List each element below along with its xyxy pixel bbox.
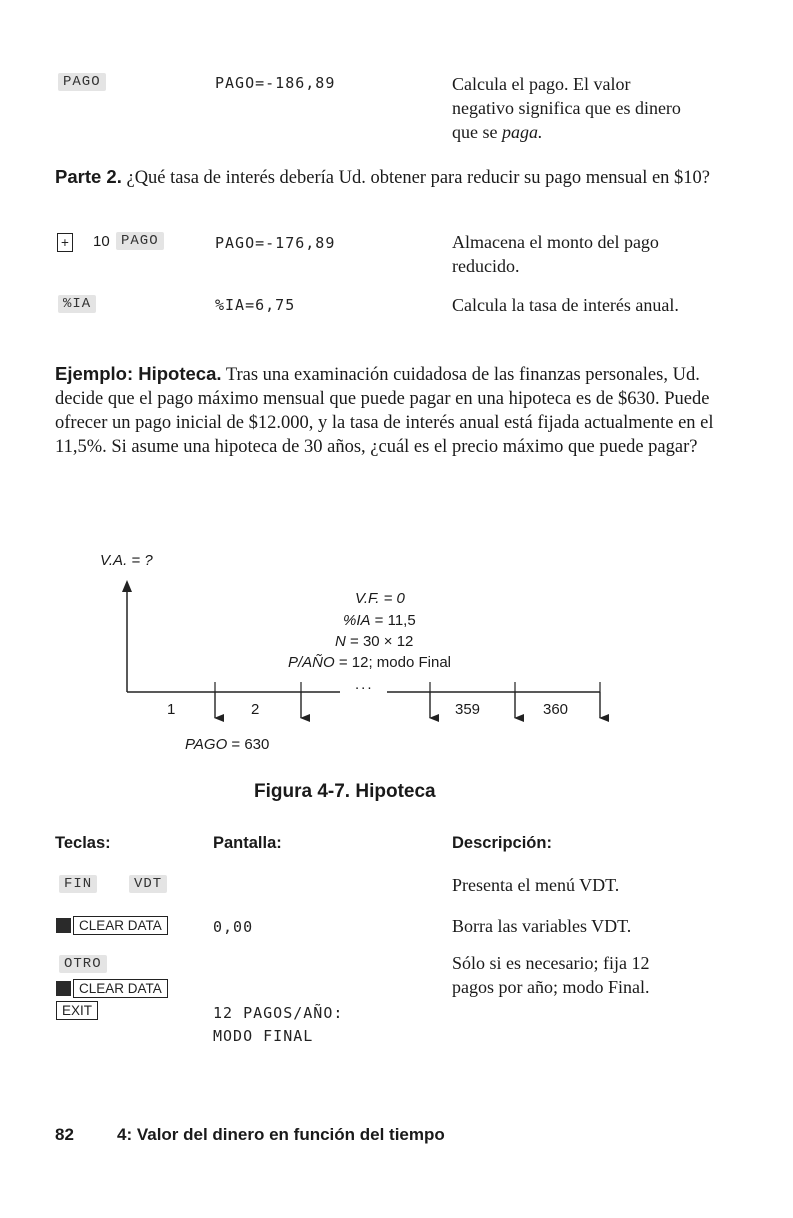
period-label-1: 1 <box>167 701 176 718</box>
row-b-description: Borra las variables VDT. <box>452 916 632 936</box>
clear-data-key: CLEAR DATA <box>73 916 168 935</box>
period-label-360: 360 <box>543 701 569 718</box>
example-paragraph: Ejemplo: Hipoteca. Tras una examinación cuidadosa de las finanzas personales, Ud. decide que el pago máximo mensual que puede pagar en una hipoteca es de $630. Puede ofrecer un pago inicial de $12.000, y la tasa de interés anual está fijada actualmente en el 11,5%. Si asume una hipoteca de 30 años, ¿cuál es el precio máximo que puede pagar? <box>55 363 714 457</box>
pv-arrow-head <box>122 580 132 592</box>
display-readout-2: PAGO=-176,89 <box>215 234 336 252</box>
display-line-1: 12 PAGOS/AÑO: <box>213 1004 344 1022</box>
header-keys: Teclas: <box>55 834 111 852</box>
exit-key: EXIT <box>56 1001 98 1020</box>
vf-label: V.F. = 0 <box>355 590 405 607</box>
display-readout-4: 0,00 <box>213 918 254 936</box>
display-line-2: MODO FINAL <box>213 1027 314 1045</box>
row-c-description: Sólo si es necesario; fija 12 pagos por año; modo Final. <box>452 953 650 997</box>
period-label-2: 2 <box>251 701 260 718</box>
pago-label: PAGO = 630 <box>185 736 270 753</box>
key-number: 10 <box>93 233 110 250</box>
display-readout-3: %IA=6,75 <box>215 296 296 314</box>
n-label: N = 30 × 12 <box>335 633 414 650</box>
figure-caption: Figura 4-7. Hipoteca <box>254 781 436 802</box>
top-description: Calcula el pago. El valor negativo significa que es dinero que se paga. <box>452 74 681 142</box>
ia-label: %IA = 11,5 <box>343 612 416 629</box>
shift-key-2 <box>56 981 71 996</box>
display-readout: PAGO=-186,89 <box>215 74 336 92</box>
clear-data-key-2: CLEAR DATA <box>73 979 168 998</box>
part2-label: Parte 2. <box>55 166 122 187</box>
header-description: Descripción: <box>452 834 552 852</box>
shift-key <box>56 918 71 933</box>
header-display: Pantalla: <box>213 834 282 852</box>
ia-menu-key: %IA <box>58 295 96 313</box>
row-a-description: Presenta el menú VDT. <box>452 875 620 895</box>
emphasis-paga: paga. <box>501 122 543 142</box>
row1-description: Almacena el monto del pago reducido. <box>452 232 659 276</box>
chapter-title: 4: Valor del dinero en función del tiempo <box>117 1125 445 1144</box>
example-label: Ejemplo: Hipoteca. <box>55 363 222 384</box>
pago-menu-key-2: PAGO <box>116 232 164 250</box>
part2-paragraph: Parte 2. ¿Qué tasa de interés debería Ud. obtener para reducir su pago mensual en $10? <box>55 166 711 188</box>
timeline-ellipsis: ... <box>355 676 374 693</box>
plus-key: + <box>57 233 73 252</box>
pago-menu-key: PAGO <box>58 73 106 91</box>
page-number: 82 <box>55 1125 74 1144</box>
fin-menu-key: FIN <box>59 875 97 893</box>
period-label-359: 359 <box>455 701 481 718</box>
otro-menu-key: OTRO <box>59 955 107 973</box>
va-label: V.A. = ? <box>100 552 153 569</box>
pano-label: P/AÑO = 12; modo Final <box>288 654 452 671</box>
row2-description: Calcula la tasa de interés anual. <box>452 295 679 315</box>
vdt-menu-key: VDT <box>129 875 167 893</box>
